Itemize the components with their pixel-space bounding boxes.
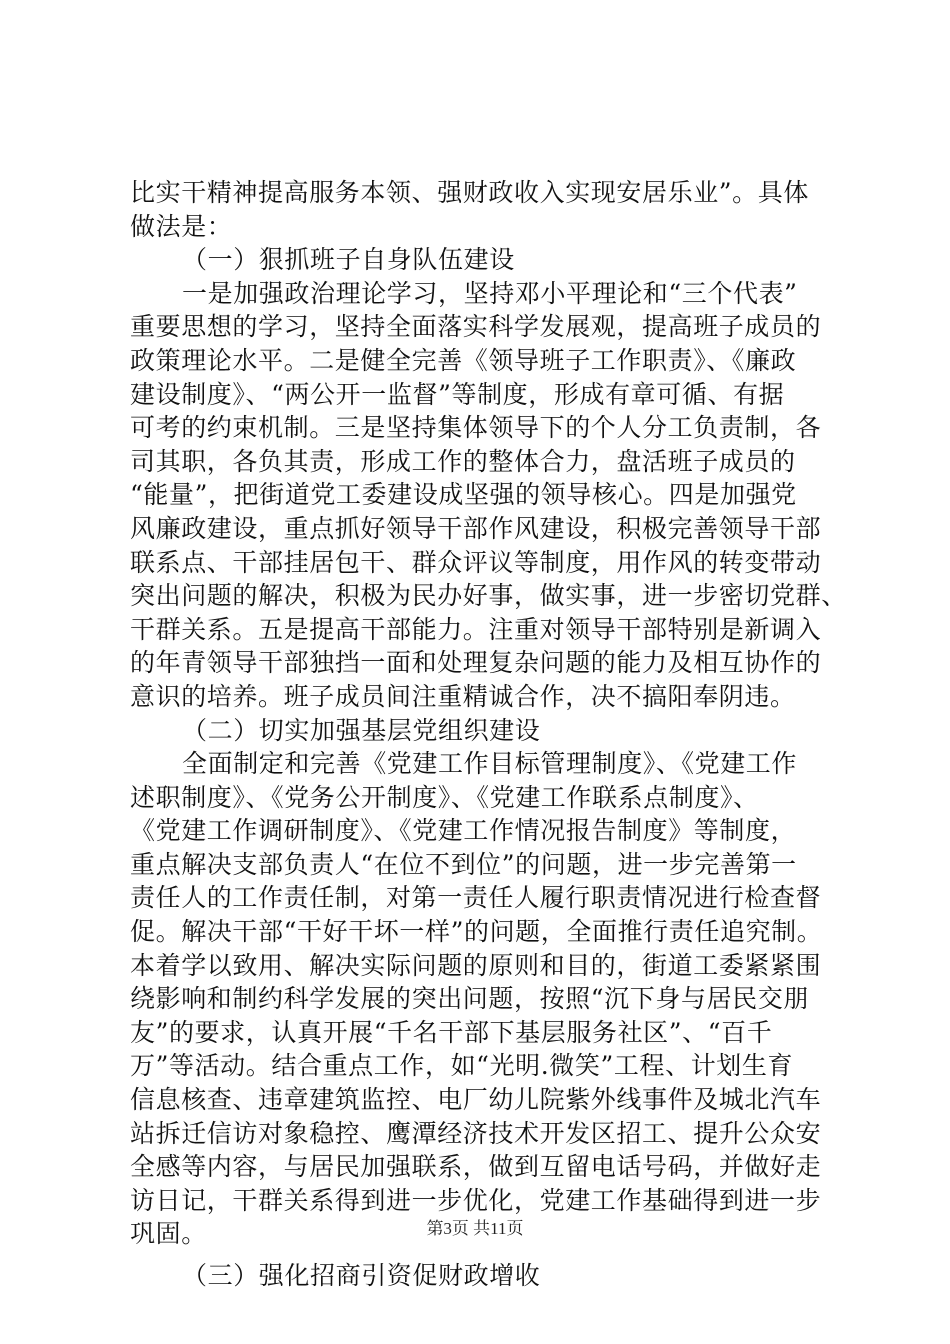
text-line: 信息核查、违章建筑监控、电厂幼儿院紫外线事件及城北汽车 xyxy=(130,1085,822,1115)
text-line: 访日记，干群关系得到进一步优化，党建工作基础得到进一步 xyxy=(130,1185,822,1215)
text-line: 述职制度》、《党务公开制度》、《党建工作联系点制度》、 xyxy=(130,782,759,812)
text-line: 建设制度》、“两公开一监督”等制度，形成有章可循、有据 xyxy=(130,379,785,409)
text-line: 突出问题的解决，积极为民办好事，做实事，进一步密切党群、 xyxy=(130,581,847,611)
text-line: 全感等内容，与居民加强联系，做到互留电话号码，并做好走 xyxy=(130,1152,822,1182)
text-line: 巩固。 xyxy=(130,1219,207,1249)
paragraph-start: 全面制定和完善《党建工作目标管理制度》、《党建工作 xyxy=(182,749,798,779)
text-line: 比实干精神提高服务本领、强财政收入实现安居乐业”。具体 xyxy=(130,178,809,207)
text-line: 绕影响和制约科学发展的突出问题，按照“沉下身与居民交朋 xyxy=(130,984,809,1014)
text-line: 做法是： xyxy=(130,211,233,241)
text-line: 《党建工作调研制度》、《党建工作情况报告制度》等制度， xyxy=(130,816,797,846)
text-line: 本着学以致用、解决实际问题的原则和目的，街道工委紧紧围 xyxy=(130,950,822,980)
text-line: 政策理论水平。二是健全完善《领导班子工作职责》、《廉政 xyxy=(130,345,797,375)
text-line: 重要思想的学习，坚持全面落实科学发展观，提高班子成员的 xyxy=(130,312,822,342)
page-number-footer: 第3页 共11页 xyxy=(426,1219,524,1238)
text-line: 友”的要求，认真开展“千名干部下基层服务社区”、“百千 xyxy=(130,1017,773,1047)
text-line: 可考的约束机制。三是坚持集体领导下的个人分工负责制，各 xyxy=(130,413,822,443)
text-line: 意识的培养。班子成员间注重精诚合作，决不搞阳奉阴违。 xyxy=(130,681,796,711)
text-line: 站拆迁信访对象稳控、鹰潭经济技术开发区招工、提升公众安 xyxy=(130,1118,822,1148)
text-line: 干群关系。五是提高干部能力。注重对领导干部特别是新调入 xyxy=(130,614,822,644)
section-heading-1: （一）狠抓班子自身队伍建设 xyxy=(182,245,515,275)
text-line: “能量”，把街道党工委建设成坚强的领导核心。四是加强党 xyxy=(130,480,797,510)
text-line: 重点解决支部负责人“在位不到位”的问题，进一步完善第一 xyxy=(130,849,797,879)
paragraph-start: 一是加强政治理论学习，坚持邓小平理论和“三个代表” xyxy=(182,278,798,308)
text-line: 的年青领导干部独挡一面和处理复杂问题的能力及相互协作的 xyxy=(130,648,822,678)
text-line: 司其职，各负其责，形成工作的整体合力，盘活班子成员的 xyxy=(130,446,796,476)
text-line: 促。解决干部“干好干坏一样”的问题，全面推行责任追究制。 xyxy=(130,917,823,947)
text-line: 联系点、干部挂居包干、群众评议等制度，用作风的转变带动 xyxy=(130,547,822,577)
text-line: 责任人的工作责任制，对第一责任人履行职责情况进行检查督 xyxy=(130,883,822,913)
text-line: 万”等活动。结合重点工作，如“光明.微笑”工程、计划生育 xyxy=(130,1051,794,1081)
text-line: 风廉政建设，重点抓好领导干部作风建设，积极完善领导干部 xyxy=(130,513,822,543)
section-heading-3: （三）强化招商引资促财政增收 xyxy=(182,1261,541,1290)
body-text xyxy=(130,176,847,1293)
section-heading-2: （二）切实加强基层党组织建设 xyxy=(182,715,541,745)
